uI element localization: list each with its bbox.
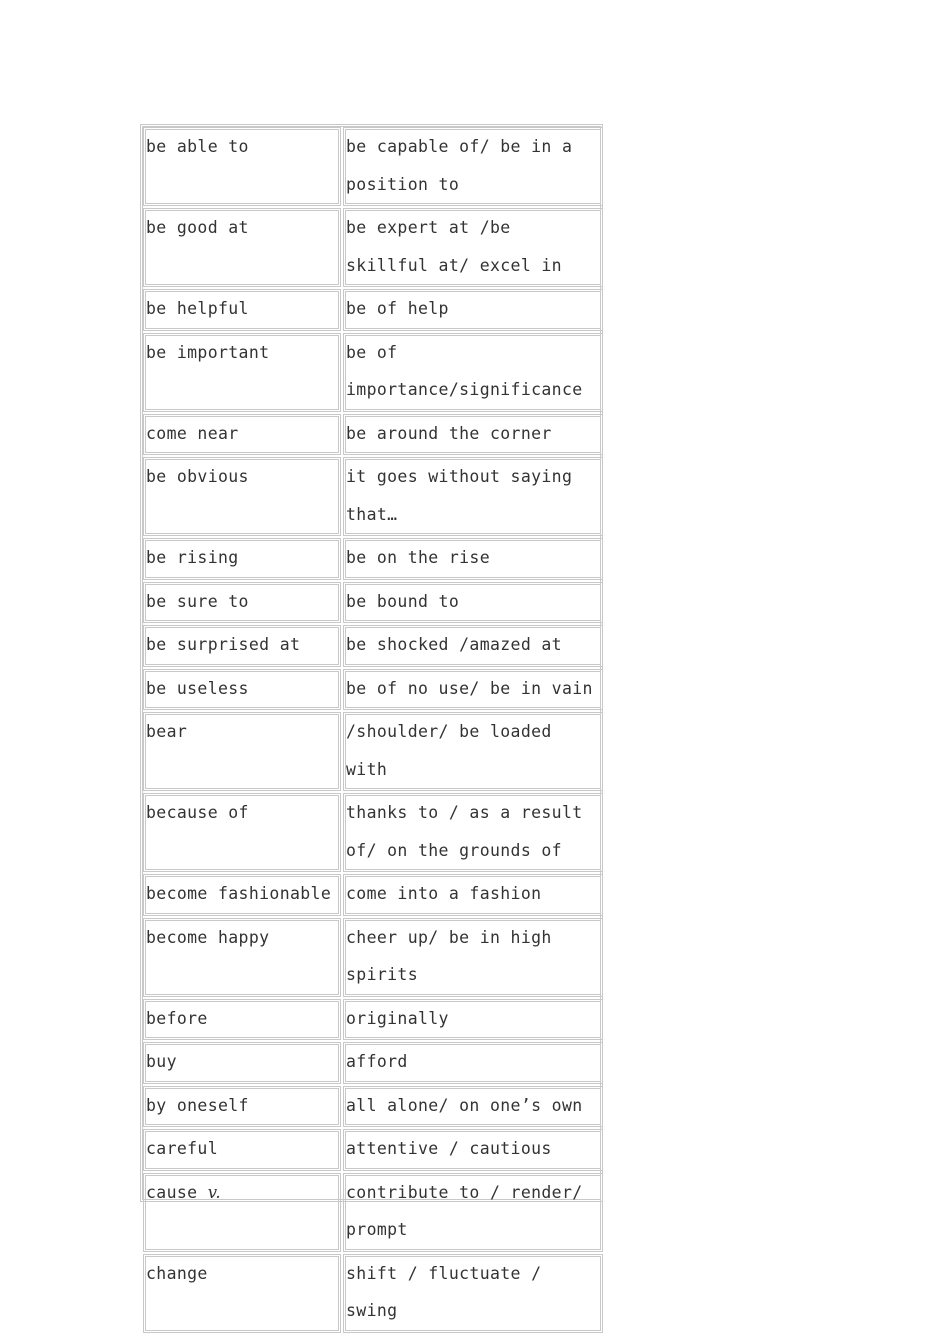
phrase-cell xyxy=(143,793,341,872)
phrase-text: because of xyxy=(146,803,249,822)
table-row xyxy=(143,1086,603,1128)
phrase-text: be sure to xyxy=(146,591,249,611)
phrase-text: buy xyxy=(146,1052,177,1071)
synonym-cell xyxy=(343,582,603,624)
table-row xyxy=(143,1173,603,1252)
phrase-cell xyxy=(143,582,341,624)
synonym-cell xyxy=(343,1173,603,1252)
table-row xyxy=(143,582,603,624)
table-row xyxy=(143,538,603,580)
synonym-cell xyxy=(343,793,603,872)
table-row xyxy=(143,457,603,536)
synonym-cell xyxy=(343,999,603,1041)
synonym-cell xyxy=(343,918,603,997)
phrase-cell xyxy=(143,625,341,667)
phrase-cell xyxy=(143,1254,341,1333)
synonym-cell xyxy=(343,333,603,412)
phrase-cell xyxy=(143,538,341,580)
phrase-cell xyxy=(143,999,341,1041)
synonym-table xyxy=(141,125,605,1335)
synonym-cell xyxy=(343,712,603,791)
synonym-cell xyxy=(343,1254,603,1333)
phrase-text: careful xyxy=(146,1139,218,1158)
synonym-text: thanks to / as a result of/ on the grounds of xyxy=(346,803,583,860)
synonym-cell xyxy=(343,1129,603,1171)
table-row xyxy=(143,1042,603,1084)
table-row xyxy=(143,999,603,1041)
phrase-cell xyxy=(143,333,341,412)
part-of-speech: v. xyxy=(207,1182,222,1202)
synonym-text: it goes without saying that… xyxy=(346,467,573,524)
synonym-text: be of importance/significance xyxy=(346,342,583,399)
synonym-text: be on the rise xyxy=(346,548,490,567)
table-row xyxy=(143,669,603,711)
synonym-text: come into a fashion xyxy=(346,884,542,903)
synonym-cell xyxy=(343,1086,603,1128)
synonym-cell xyxy=(343,127,603,206)
synonym-cell xyxy=(343,538,603,580)
phrase-word: cause xyxy=(146,1182,198,1202)
synonym-text: afford xyxy=(346,1052,408,1071)
phrase-text: be good at xyxy=(146,218,249,237)
synonym-text: be bound to xyxy=(346,591,460,611)
table-row xyxy=(143,918,603,997)
table-row xyxy=(143,127,603,206)
synonym-text: be of help xyxy=(346,299,449,318)
synonym-cell xyxy=(343,457,603,536)
phrase-cell xyxy=(143,127,341,206)
synonym-text: be expert at /be skillful at/ excel in xyxy=(346,218,562,275)
synonym-cell xyxy=(343,289,603,331)
synonym-text: shift / fluctuate / swing xyxy=(346,1263,542,1320)
table-row xyxy=(143,1129,603,1171)
synonym-cell xyxy=(343,874,603,916)
phrase-text xyxy=(146,1174,338,1212)
phrase-text: be surprised at xyxy=(146,635,301,654)
synonym-text: /shoulder/ be loaded with xyxy=(346,722,552,779)
phrase-cell xyxy=(143,918,341,997)
synonym-cell xyxy=(343,1042,603,1084)
synonym-text: attentive / cautious xyxy=(346,1139,552,1158)
phrase-text: bear xyxy=(146,722,188,741)
synonym-cell xyxy=(343,208,603,287)
table-row xyxy=(143,1254,603,1333)
phrase-cell xyxy=(143,874,341,916)
phrase-cell xyxy=(143,457,341,536)
phrase-cell xyxy=(143,1173,341,1252)
synonym-cell xyxy=(343,625,603,667)
phrase-text: before xyxy=(146,1008,208,1028)
phrase-cell xyxy=(143,1042,341,1084)
synonym-text: originally xyxy=(346,1008,449,1028)
phrase-cell xyxy=(143,414,341,456)
synonym-text: be shocked /amazed at xyxy=(346,635,562,654)
phrase-cell xyxy=(143,712,341,791)
phrase-cell xyxy=(143,208,341,287)
synonym-text: cheer up/ be in high spirits xyxy=(346,927,552,984)
synonym-text: be capable of/ be in a position to xyxy=(346,137,573,194)
table-row xyxy=(143,874,603,916)
phrase-text: be able to xyxy=(146,137,249,156)
table-row xyxy=(143,333,603,412)
table-row xyxy=(143,793,603,872)
table-row xyxy=(143,712,603,791)
phrase-text: be helpful xyxy=(146,299,249,318)
phrase-text: be obvious xyxy=(146,467,249,486)
phrase-text: come near xyxy=(146,423,239,443)
synonym-text: contribute to / render/ prompt xyxy=(346,1182,583,1239)
phrase-cell xyxy=(143,669,341,711)
synonym-cell xyxy=(343,414,603,456)
table-row xyxy=(143,208,603,287)
table-row xyxy=(143,289,603,331)
table-row xyxy=(143,414,603,456)
synonym-text: be around the corner xyxy=(346,423,552,443)
phrase-cell xyxy=(143,1129,341,1171)
phrase-text: be important xyxy=(146,342,270,362)
synonym-text: be of no use/ be in vain xyxy=(346,678,593,698)
phrase-text: become fashionable xyxy=(146,884,332,903)
phrase-text: be useless xyxy=(146,678,249,698)
phrase-text: be rising xyxy=(146,548,239,567)
phrase-cell xyxy=(143,1086,341,1128)
phrase-text: become happy xyxy=(146,927,270,947)
synonym-text: all alone/ on one’s own xyxy=(346,1095,583,1115)
phrase-cell xyxy=(143,289,341,331)
phrase-text: by oneself xyxy=(146,1095,249,1115)
phrase-text: change xyxy=(146,1263,208,1283)
table-row xyxy=(143,625,603,667)
synonym-cell xyxy=(343,669,603,711)
